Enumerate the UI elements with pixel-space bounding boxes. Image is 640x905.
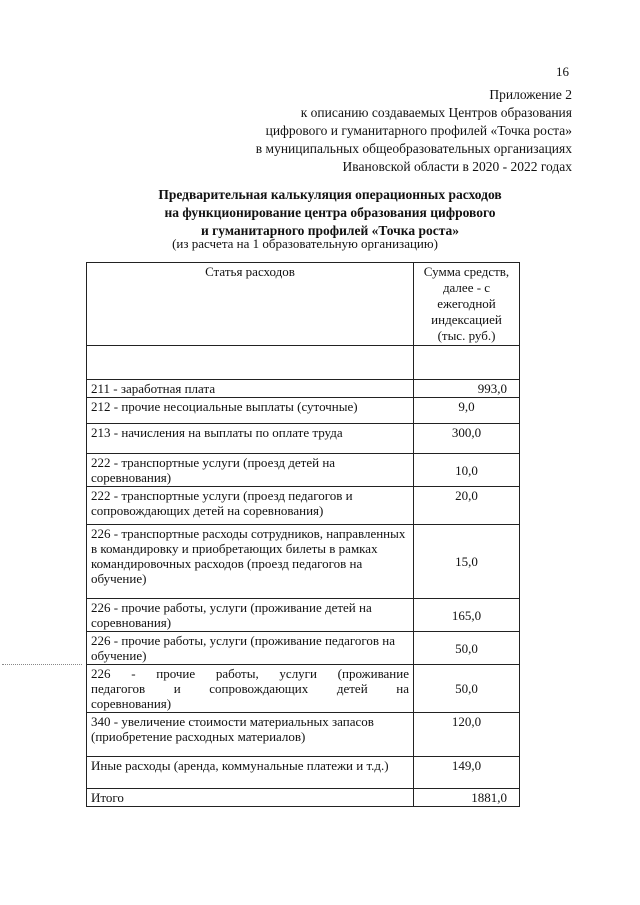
expense-sum: 50,0: [414, 665, 520, 713]
header-sum-line: индексацией: [431, 312, 502, 327]
appendix-header: [256, 86, 572, 176]
expense-item: Иные расходы (аренда, коммунальные платежи и т.д.): [87, 757, 414, 789]
expense-item: 226 - транспортные расходы сотрудников, направленных в командировку и приобретающих билеты в рамках командировочных расходов (проезд педагогов на обучение): [87, 525, 414, 599]
expense-item: 222 - транспортные услуги (проезд детей на соревнования): [87, 454, 414, 487]
table-row: [87, 525, 520, 599]
table-row: [87, 757, 520, 789]
table-row: [87, 454, 520, 487]
appendix-line: Ивановской области в 2020 - 2022 годах: [342, 159, 572, 174]
header-sum-line: далее - с ежегодной: [437, 280, 496, 311]
title-line: на функционирование центра образования цифрового: [164, 205, 496, 220]
expense-item-line: 226 - прочие работы, услуги (проживание: [91, 666, 409, 681]
header-sum: [414, 263, 520, 346]
expense-sum: 165,0: [414, 599, 520, 632]
expense-sum: 15,0: [414, 525, 520, 599]
expense-sum: 993,0: [414, 380, 520, 398]
page-number: 16: [556, 64, 569, 79]
appendix-line: в муниципальных общеобразовательных организациях: [255, 141, 572, 156]
expense-sum: 10,0: [414, 454, 520, 487]
expense-item: 212 - прочие несоциальные выплаты (суточные): [87, 398, 414, 424]
table-row: [87, 487, 520, 525]
expense-item-line: педагогов и сопровождающих детей на: [91, 681, 409, 696]
expense-sum: 20,0: [414, 487, 520, 525]
expense-sum: 120,0: [414, 713, 520, 757]
table-row: [87, 713, 520, 757]
scan-artifact-dotted-line: [2, 664, 82, 665]
header-sum-line: Сумма средств,: [423, 264, 510, 279]
table-row: [87, 599, 520, 632]
table-row: [87, 398, 520, 424]
expense-item: 340 - увеличение стоимости материальных запасов (приобретение расходных материалов): [87, 713, 414, 757]
appendix-line: Приложение 2: [489, 87, 572, 102]
expense-item: 213 - начисления на выплаты по оплате труда: [87, 424, 414, 454]
appendix-line: цифрового и гуманитарного профилей «Точка роста»: [265, 123, 572, 138]
total-sum: 1881,0: [414, 789, 520, 807]
expense-item: 211 - заработная плата: [87, 380, 414, 398]
table-row: [87, 665, 520, 713]
expense-sum: 9,0: [414, 398, 520, 424]
table-blank-row: [87, 346, 520, 380]
blank-cell: [414, 346, 520, 380]
document-subtitle: (из расчета на 1 образовательную организацию): [172, 236, 438, 251]
total-label: Итого: [87, 789, 414, 807]
expense-table: [86, 262, 520, 807]
table-total-row: [87, 789, 520, 807]
title-line: Предварительная калькуляция операционных расходов: [158, 187, 502, 202]
expense-sum: 300,0: [414, 424, 520, 454]
expense-item: [87, 665, 414, 713]
expense-item: 222 - транспортные услуги (проезд педагогов и сопровождающих детей на соревнования): [87, 487, 414, 525]
expense-item: 226 - прочие работы, услуги (проживание детей на соревнования): [87, 599, 414, 632]
title-line: и гуманитарного профилей «Точка роста»: [200, 223, 460, 238]
expense-sum: 149,0: [414, 757, 520, 789]
expense-sum: 50,0: [414, 632, 520, 665]
table-row: [87, 380, 520, 398]
header-sum-line: (тыс. руб.): [437, 328, 496, 343]
table-header-row: [87, 263, 520, 346]
table-row: [87, 632, 520, 665]
appendix-line: к описанию создаваемых Центров образования: [300, 105, 572, 120]
table-row: [87, 424, 520, 454]
header-expense-item: Статья расходов: [87, 263, 414, 346]
expense-item-line: соревнования): [91, 696, 172, 711]
blank-cell: [87, 346, 414, 380]
document-title: [60, 186, 600, 240]
expense-item: 226 - прочие работы, услуги (проживание педагогов на обучение): [87, 632, 414, 665]
